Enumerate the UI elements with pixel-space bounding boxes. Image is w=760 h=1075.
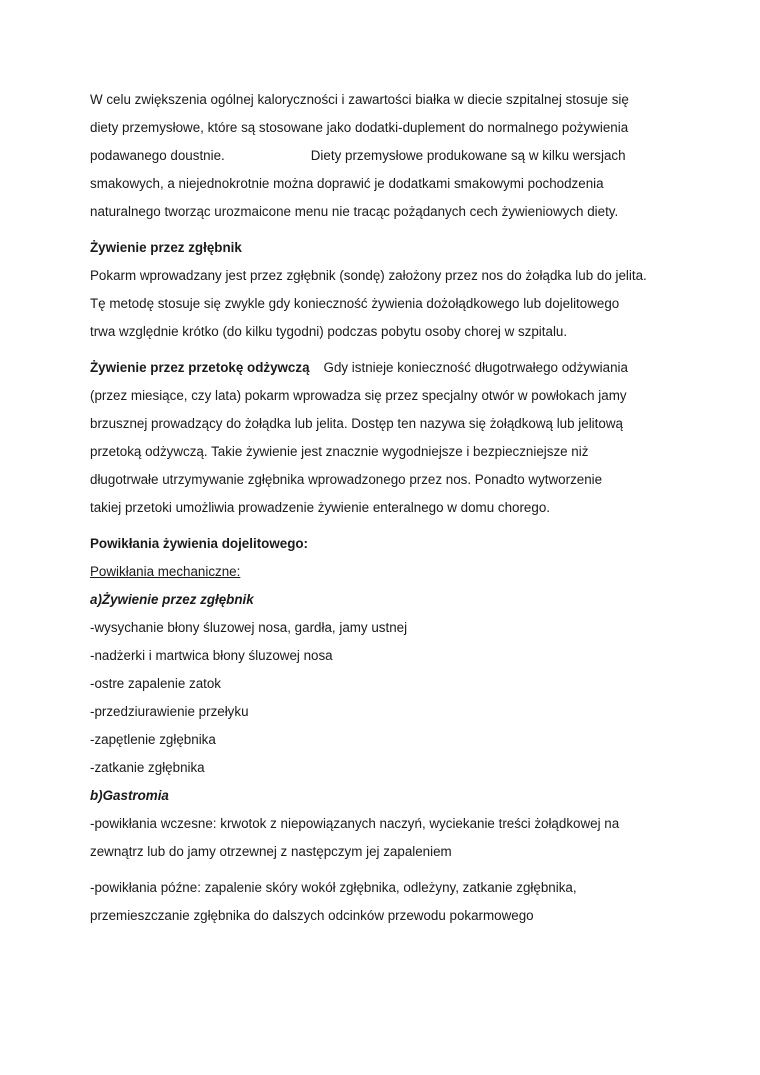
intro-line-1: W celu zwiększenia ogólnej kaloryczności i zawartości białka w diecie szpitalnej stosuje się	[90, 92, 629, 107]
gastromia-heading: b)Gastromia	[90, 788, 169, 803]
late-complications-line-1: -powikłania późne: zapalenie skóry wokół zgłębnika, odleżyny, zatkanie zgłębnika,	[90, 880, 577, 895]
late-complications-line-2: przemieszczanie zgłębnika do dalszych odcinków przewodu pokarmowego	[90, 908, 534, 923]
tube-line-1: Pokarm wprowadzany jest przez zgłębnik (sondę) założony przez nos do żołądka lub do jelita.	[90, 268, 647, 283]
intro-line-2: diety przemysłowe, które są stosowane jako dodatki-duplement do normalnego pożywienia	[90, 120, 629, 135]
complications-heading: Powikłania żywienia dojelitowego:	[90, 536, 309, 551]
list-item: -ostre zapalenie zatok	[90, 676, 222, 691]
fistula-line-2: (przez miesiące, czy lata) pokarm wprowadza się przez specjalny otwór w powłokach jamy	[90, 388, 627, 403]
list-item: -wysychanie błony śluzowej nosa, gardła, jamy ustnej	[90, 620, 408, 635]
intro-line-3b: Diety przemysłowe produkowane są w kilku wersjach	[310, 148, 626, 163]
fistula-line-1-text: Gdy istnieje konieczność długotrwałego odżywiania	[323, 360, 628, 375]
early-complications-line-1: -powikłania wczesne: krwotok z niepowiązanych naczyń, wyciekanie treści żołądkowej na	[90, 816, 620, 831]
fistula-line-1	[90, 354, 690, 382]
tube-heading: Żywienie przez zgłębnik	[90, 240, 242, 255]
tube-line-3: trwa względnie krótko (do kilku tygodni) podczas pobytu osoby chorej w szpitalu.	[90, 324, 568, 339]
list-item: -nadżerki i martwica błony śluzowej nosa	[90, 648, 333, 663]
intro-line-3a: podawanego doustnie.	[90, 148, 225, 163]
fistula-line-5: długotrwałe utrzymywanie zgłębnika wprowadzonego przez nos. Ponadto wytworzenie	[90, 472, 603, 487]
document-body	[90, 86, 690, 930]
mechanical-subheading-text: Powikłania mechaniczne:	[90, 564, 241, 579]
intro-line-4: smakowych, a niejednokrotnie można doprawić je dodatkami smakowymi pochodzenia	[90, 176, 604, 191]
list-item: -zatkanie zgłębnika	[90, 760, 205, 775]
tube-complications-heading: a)Żywienie przez zgłębnik	[90, 592, 254, 607]
intro-line-3	[90, 142, 690, 170]
tube-line-2: Tę metodę stosuje się zwykle gdy konieczność żywienia dożołądkowego lub dojelitowego	[90, 296, 620, 311]
fistula-heading: Żywienie przez przetokę odżywczą	[90, 360, 310, 375]
fistula-line-4: przetoką odżywczą. Takie żywienie jest znacznie wygodniejsze i bezpieczniejsze niż	[90, 444, 589, 459]
fistula-line-3: brzusznej prowadzący do żołądka lub jelita. Dostęp ten nazywa się żołądkową lub jelitową	[90, 416, 623, 431]
fistula-line-6: takiej przetoki umożliwia prowadzenie żywienie enteralnego w domu chorego.	[90, 500, 550, 515]
list-item: -przedziurawienie przełyku	[90, 704, 249, 719]
list-item: -zapętlenie zgłębnika	[90, 732, 216, 747]
mechanical-subheading	[90, 558, 690, 586]
early-complications-line-2: zewnątrz lub do jamy otrzewnej z następczym jej zapaleniem	[90, 844, 452, 859]
intro-line-5: naturalnego tworząc urozmaicone menu nie tracąc pożądanych cech żywieniowych diety.	[90, 204, 619, 219]
